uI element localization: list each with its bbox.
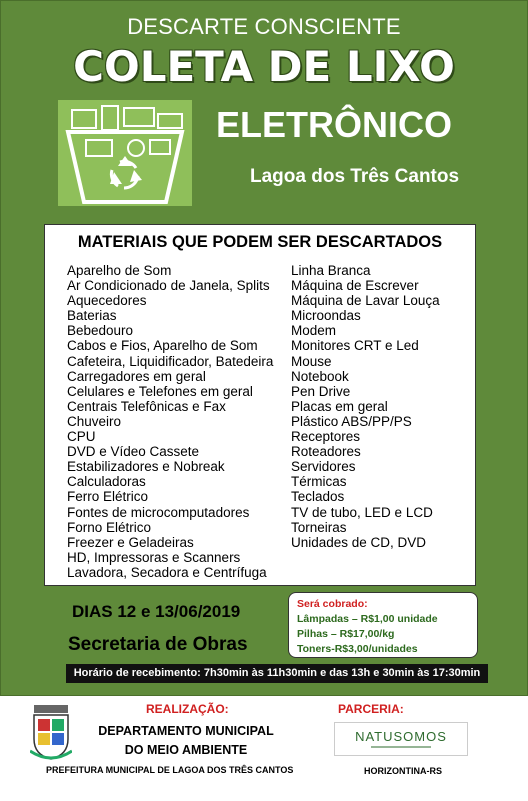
city-name: Lagoa dos Três Cantos: [250, 166, 460, 187]
municipal-coat-of-arms-icon: [30, 705, 72, 761]
materials-list-left: [67, 263, 273, 580]
tagline-line-icon: [371, 745, 431, 749]
charged-item: Pilhas – R$17,00/kg: [297, 628, 395, 640]
prefeitura-name: PREFEITURA MUNICIPAL DE LAGOA DOS TRÊS CANTOS: [46, 765, 294, 775]
partner-tagline-graphic: [335, 745, 467, 751]
material-item: Plástico ABS/PP/PS: [291, 413, 412, 429]
material-item: Notebook: [291, 368, 349, 384]
material-item: Teclados: [291, 489, 345, 505]
material-item: Estabilizadores e Nobreak: [67, 459, 225, 475]
material-item: Microondas: [291, 308, 361, 324]
materials-title: MATERIAIS QUE PODEM SER DESCARTADOS: [77, 233, 443, 251]
charged-item: Lâmpadas – R$1,00 unidade: [297, 613, 438, 625]
material-item: Máquina de Lavar Louça: [291, 293, 440, 309]
department-line-1: DEPARTAMENTO MUNICIPAL: [98, 724, 274, 738]
material-item: Modem: [291, 323, 337, 339]
material-item: DVD e Vídeo Cassete: [67, 444, 200, 460]
material-item: HD, Impressoras e Scanners: [67, 549, 241, 565]
materials-list-right: [291, 263, 440, 550]
material-item: CPU: [67, 429, 96, 445]
department-name: [76, 722, 296, 760]
material-item: Ferro Elétrico: [67, 489, 149, 505]
main-title: COLETA DE LIXO: [73, 42, 455, 91]
material-item: Carregadores em geral: [67, 368, 206, 384]
material-item: Ar Condicionado de Janela, Splits: [67, 278, 270, 294]
opening-hours-bar: Horário de recebimento: 7h30min às 11h30min e das 13h e 30min às 17:30min: [66, 664, 488, 683]
material-item: Celulares e Telefones em geral: [67, 383, 253, 399]
material-item: Receptores: [291, 429, 361, 445]
material-item: Cabos e Fios, Aparelho de Som: [67, 338, 258, 354]
subtitle-eletronico: ELETRÔNICO: [216, 104, 453, 145]
material-item: Pen Drive: [291, 383, 351, 399]
material-item: Térmicas: [291, 474, 347, 490]
material-item: Lavadora, Secadora e Centrífuga: [67, 564, 267, 580]
event-dates: DIAS 12 e 13/06/2019: [72, 602, 241, 621]
kicker-heading: DESCARTE CONSCIENTE: [127, 14, 401, 39]
department-line-2: DO MEIO AMBIENTE: [124, 743, 248, 757]
material-item: Forno Elétrico: [67, 519, 152, 535]
realizacao-label: REALIZAÇÃO:: [146, 702, 229, 716]
material-item: Chuveiro: [67, 413, 122, 429]
material-item: Unidades de CD, DVD: [291, 534, 427, 550]
material-item: Calculadoras: [67, 474, 146, 490]
material-item: Monitores CRT e Led: [291, 338, 419, 354]
partner-name: NATUSOMOS: [355, 729, 447, 744]
material-item: Placas em geral: [291, 398, 388, 414]
charged-item: Toners-R$3,00/unidades: [297, 643, 418, 655]
material-item: Bebedouro: [67, 323, 134, 339]
recycle-bin-icon: [58, 100, 192, 206]
material-item: Torneiras: [291, 519, 347, 535]
material-item: Roteadores: [291, 444, 361, 460]
material-item: Centrais Telefônicas e Fax: [67, 398, 226, 414]
material-item: Máquina de Escrever: [291, 278, 419, 294]
material-item: Aparelho de Som: [67, 263, 172, 278]
material-item: Mouse: [291, 353, 332, 369]
material-item: Servidores: [291, 459, 356, 475]
charged-title: Será cobrado:: [297, 598, 368, 610]
materials-panel: [44, 224, 476, 586]
charged-items-box: [288, 592, 478, 658]
material-item: Linha Branca: [291, 263, 371, 278]
partner-city: HORIZONTINA-RS: [364, 766, 442, 776]
material-item: Baterias: [67, 308, 117, 324]
event-place: Secretaria de Obras: [68, 634, 248, 655]
material-item: Aquecedores: [67, 293, 147, 309]
material-item: TV de tubo, LED e LCD: [291, 504, 433, 520]
material-item: Cafeteira, Liquidificador, Batedeira: [67, 353, 274, 369]
parceria-label: PARCERIA:: [338, 702, 404, 716]
material-item: Freezer e Geladeiras: [67, 534, 194, 550]
material-item: Fontes de microcomputadores: [67, 504, 250, 520]
partner-logo: [334, 722, 468, 756]
